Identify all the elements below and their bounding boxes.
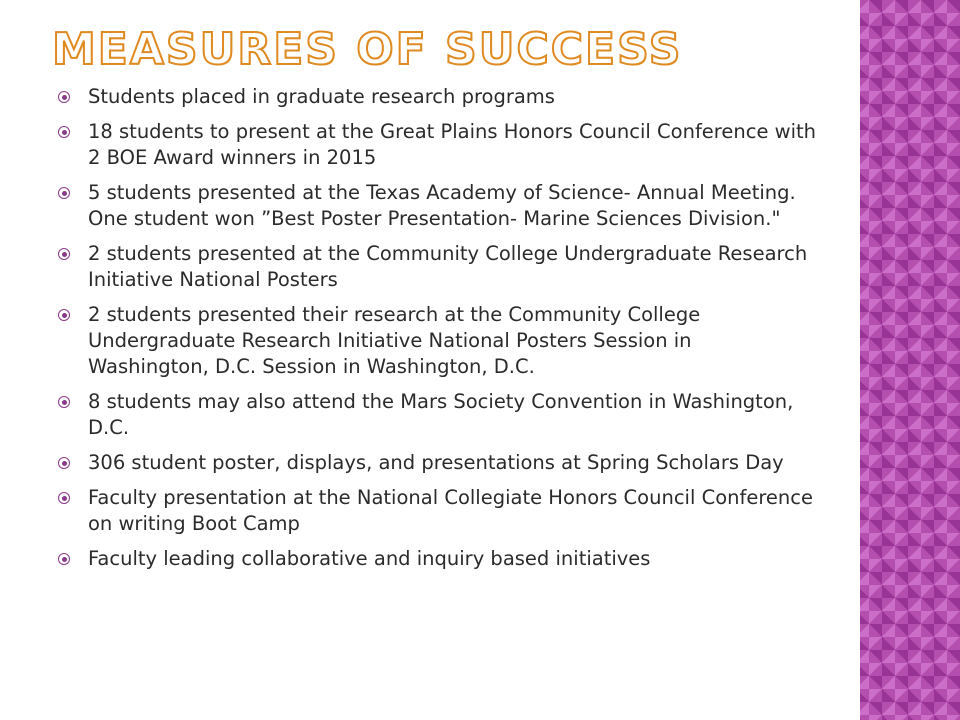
bullet-text: 2 students presented their research at the Community College Undergraduate Research Initiative National Posters Session in Washington, D.C. Session in Washington, D.C.: [88, 303, 701, 378]
circled-dot-bullet-icon: [58, 309, 70, 321]
bullet-item: [58, 546, 818, 572]
bullet-item: [58, 450, 818, 476]
bullet-item: [58, 389, 818, 441]
slide-title: MEASURES OF SUCCESS: [52, 24, 683, 75]
bullet-text: 8 students may also attend the Mars Society Convention in Washington, D.C.: [88, 390, 794, 439]
bullet-item: [58, 485, 818, 537]
circled-dot-bullet-icon: [58, 553, 70, 565]
bullet-text: 18 students to present at the Great Plains Honors Council Conference with 2 BOE Award winners in 2015: [88, 120, 817, 169]
circled-dot-bullet-icon: [58, 91, 70, 103]
bullet-text: Students placed in graduate research programs: [88, 85, 555, 108]
circled-dot-bullet-icon: [58, 126, 70, 138]
circled-dot-bullet-icon: [58, 396, 70, 408]
circled-dot-bullet-icon: [58, 248, 70, 260]
bullet-item: [58, 302, 818, 380]
circled-dot-bullet-icon: [58, 187, 70, 199]
bullet-item: [58, 241, 818, 293]
decorative-side-panel: [856, 0, 960, 720]
bullet-item: [58, 180, 818, 232]
bullet-text: 306 student poster, displays, and presentations at Spring Scholars Day: [88, 451, 784, 474]
bullet-text: Faculty leading collaborative and inquiry based initiatives: [88, 547, 651, 570]
bullet-text: 2 students presented at the Community College Undergraduate Research Initiative National Posters: [88, 242, 808, 291]
bullet-list: [58, 84, 818, 581]
bullet-text: Faculty presentation at the National Collegiate Honors Council Conference on writing Boot Camp: [88, 486, 814, 535]
bullet-text: 5 students presented at the Texas Academy of Science- Annual Meeting. One student won ”Best Poster Presentation- Marine Sciences Division.": [88, 181, 796, 230]
circled-dot-bullet-icon: [58, 492, 70, 504]
bullet-item: [58, 119, 818, 171]
bullet-item: [58, 84, 818, 110]
circled-dot-bullet-icon: [58, 457, 70, 469]
